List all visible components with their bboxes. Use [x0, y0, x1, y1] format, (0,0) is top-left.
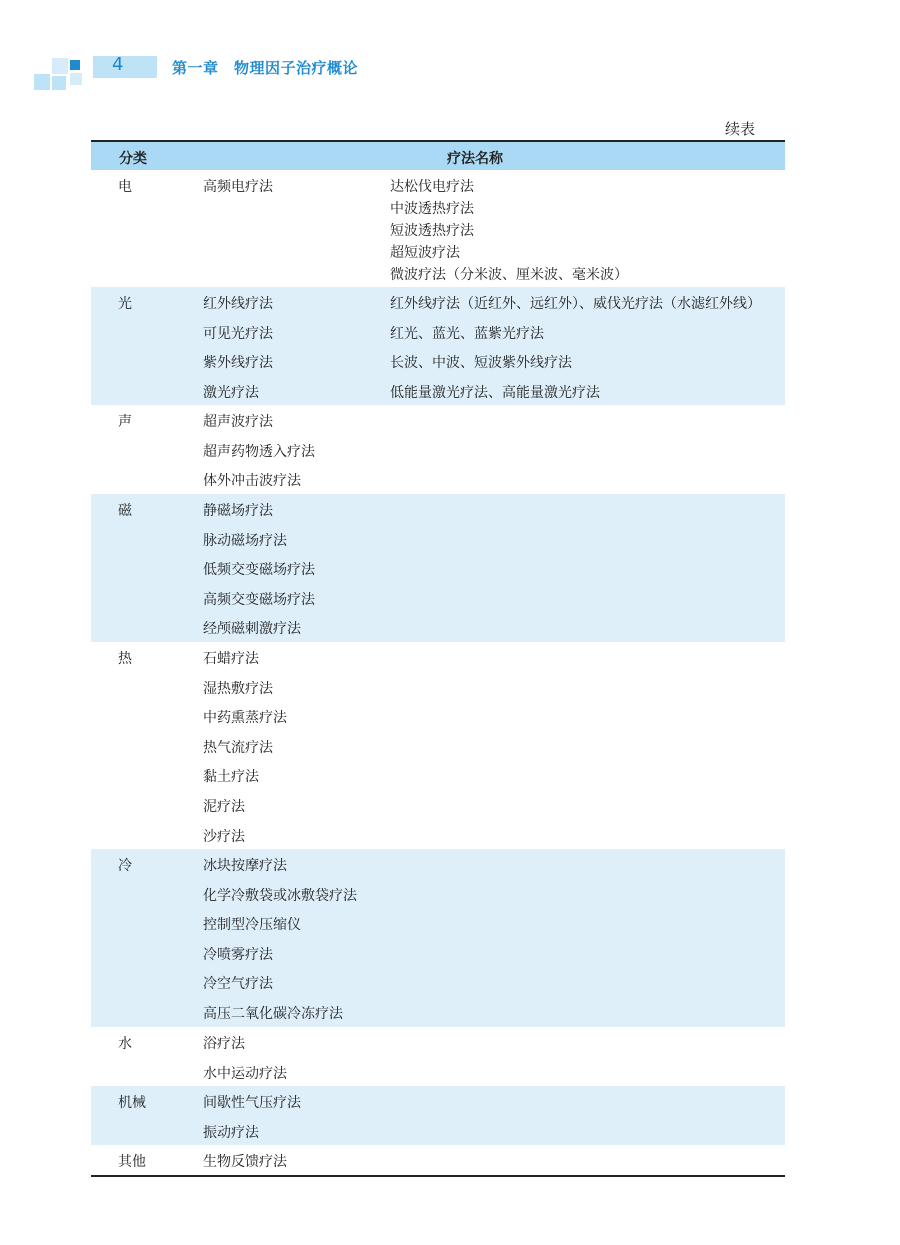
category-cell: 其他 — [118, 1154, 146, 1170]
table-group — [91, 642, 785, 849]
therapy-detail: 达松伐电疗法 — [390, 179, 474, 195]
therapy-item: 冷空气疗法 — [203, 976, 273, 993]
therapy-item: 高压二氧化碳冷冻疗法 — [203, 1006, 343, 1022]
therapy-item: 湿热敷疗法 — [203, 680, 273, 697]
category-cell: 机械 — [118, 1095, 146, 1111]
therapy-item: 黏土疗法 — [203, 769, 259, 786]
therapy-item: 高频交变磁场疗法 — [203, 591, 315, 608]
therapy-item: 紫外线疗法 — [203, 355, 273, 372]
therapy-item: 可见光疗法 — [203, 325, 273, 342]
header-category: 分类 — [119, 151, 147, 167]
therapy-detail: 红光、蓝光、蓝紫光疗法 — [390, 325, 544, 342]
therapy-item: 控制型冷压缩仪 — [203, 917, 301, 934]
page-number-box — [93, 56, 157, 78]
therapy-item: 振动疗法 — [203, 1124, 259, 1141]
therapy-detail: 短波透热疗法 — [390, 223, 474, 239]
header-therapy-name: 疗法名称 — [447, 151, 503, 167]
chapter-title: 第一章 物理因子治疗概论 — [172, 59, 359, 77]
therapy-item: 低频交变磁场疗法 — [203, 562, 315, 579]
table-group — [91, 405, 785, 494]
therapy-item: 石蜡疗法 — [203, 651, 259, 667]
category-cell: 声 — [118, 414, 132, 430]
table-group — [91, 1027, 785, 1086]
therapy-item: 沙疗法 — [203, 828, 245, 845]
therapy-item: 体外冲击波疗法 — [203, 473, 301, 490]
therapy-detail: 超短波疗法 — [390, 245, 460, 261]
therapy-item: 间歇性气压疗法 — [203, 1095, 301, 1111]
therapy-item: 超声药物透入疗法 — [203, 443, 315, 460]
therapy-item: 冰块按摩疗法 — [203, 858, 287, 874]
therapy-detail: 微波疗法（分米波、厘米波、毫米波） — [390, 267, 628, 283]
therapy-item: 静磁场疗法 — [203, 503, 273, 519]
table-group — [91, 849, 785, 1027]
table-group — [91, 494, 785, 642]
category-cell: 冷 — [118, 858, 132, 874]
category-cell: 磁 — [118, 503, 132, 519]
table-group — [91, 287, 785, 405]
category-cell: 水 — [118, 1036, 132, 1052]
therapy-item: 脉动磁场疗法 — [203, 532, 287, 549]
therapy-item: 红外线疗法 — [203, 296, 273, 312]
page-number: 4 — [112, 54, 124, 75]
therapy-item: 化学冷敷袋或冰敷袋疗法 — [203, 887, 357, 904]
therapy-item: 冷喷雾疗法 — [203, 946, 273, 963]
therapy-item: 热气流疗法 — [203, 739, 273, 756]
therapy-detail: 红外线疗法（近红外、远红外）、威伐光疗法（水滤红外线） — [390, 296, 761, 312]
therapy-item: 中药熏蒸疗法 — [203, 710, 287, 727]
table-group — [91, 1086, 785, 1145]
therapy-item: 超声波疗法 — [203, 414, 273, 430]
therapy-detail: 中波透热疗法 — [390, 201, 474, 217]
therapy-item: 水中运动疗法 — [203, 1065, 287, 1082]
therapy-item: 经颅磁刺激疗法 — [203, 621, 301, 638]
therapy-item: 激光疗法 — [203, 384, 259, 401]
therapy-detail: 长波、中波、短波紫外线疗法 — [390, 355, 572, 372]
continued-label: 续表 — [724, 120, 755, 138]
table-bottom-rule — [91, 1175, 785, 1177]
therapy-item: 高频电疗法 — [203, 179, 273, 195]
therapy-item: 生物反馈疗法 — [203, 1154, 287, 1170]
table-group — [91, 170, 785, 287]
table-header — [91, 142, 785, 170]
therapy-detail: 低能量激光疗法、高能量激光疗法 — [390, 384, 600, 401]
category-cell: 光 — [118, 296, 132, 312]
therapy-item: 泥疗法 — [203, 799, 245, 815]
table-group — [91, 1145, 785, 1175]
therapy-item: 浴疗法 — [203, 1036, 245, 1052]
category-cell: 电 — [118, 179, 132, 195]
category-cell: 热 — [118, 651, 132, 667]
